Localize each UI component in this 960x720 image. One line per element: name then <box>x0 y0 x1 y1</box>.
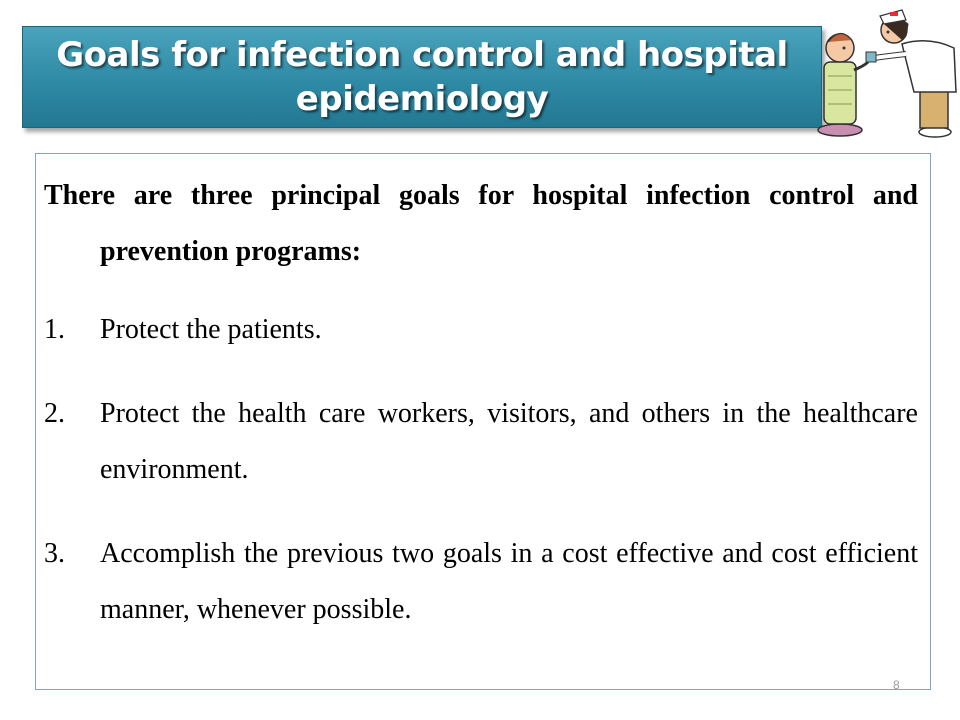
nurse-patient-illustration <box>810 4 960 138</box>
list-item <box>44 302 918 358</box>
list-item-text: Accomplish the previous two goals in a cost effective and cost efficient manner, whenever possible. <box>100 538 918 625</box>
list-item-number: 1. <box>44 314 65 345</box>
list-item-text: Protect the health care workers, visitors, and others in the healthcare environment. <box>100 398 918 485</box>
title-banner <box>22 26 822 128</box>
list-item-text: Protect the patients. <box>100 314 322 345</box>
slide-number: 8 <box>893 678 900 692</box>
list-item <box>44 526 918 638</box>
list-item-number: 3. <box>44 538 65 569</box>
intro-text: There are three principal goals for hospital infection control and prevention programs: <box>44 180 918 267</box>
list-item-number: 2. <box>44 398 65 429</box>
slide-title: Goals for infection control and hospital epidemiology <box>56 35 788 119</box>
content-box <box>35 153 931 690</box>
list-item <box>44 386 918 498</box>
